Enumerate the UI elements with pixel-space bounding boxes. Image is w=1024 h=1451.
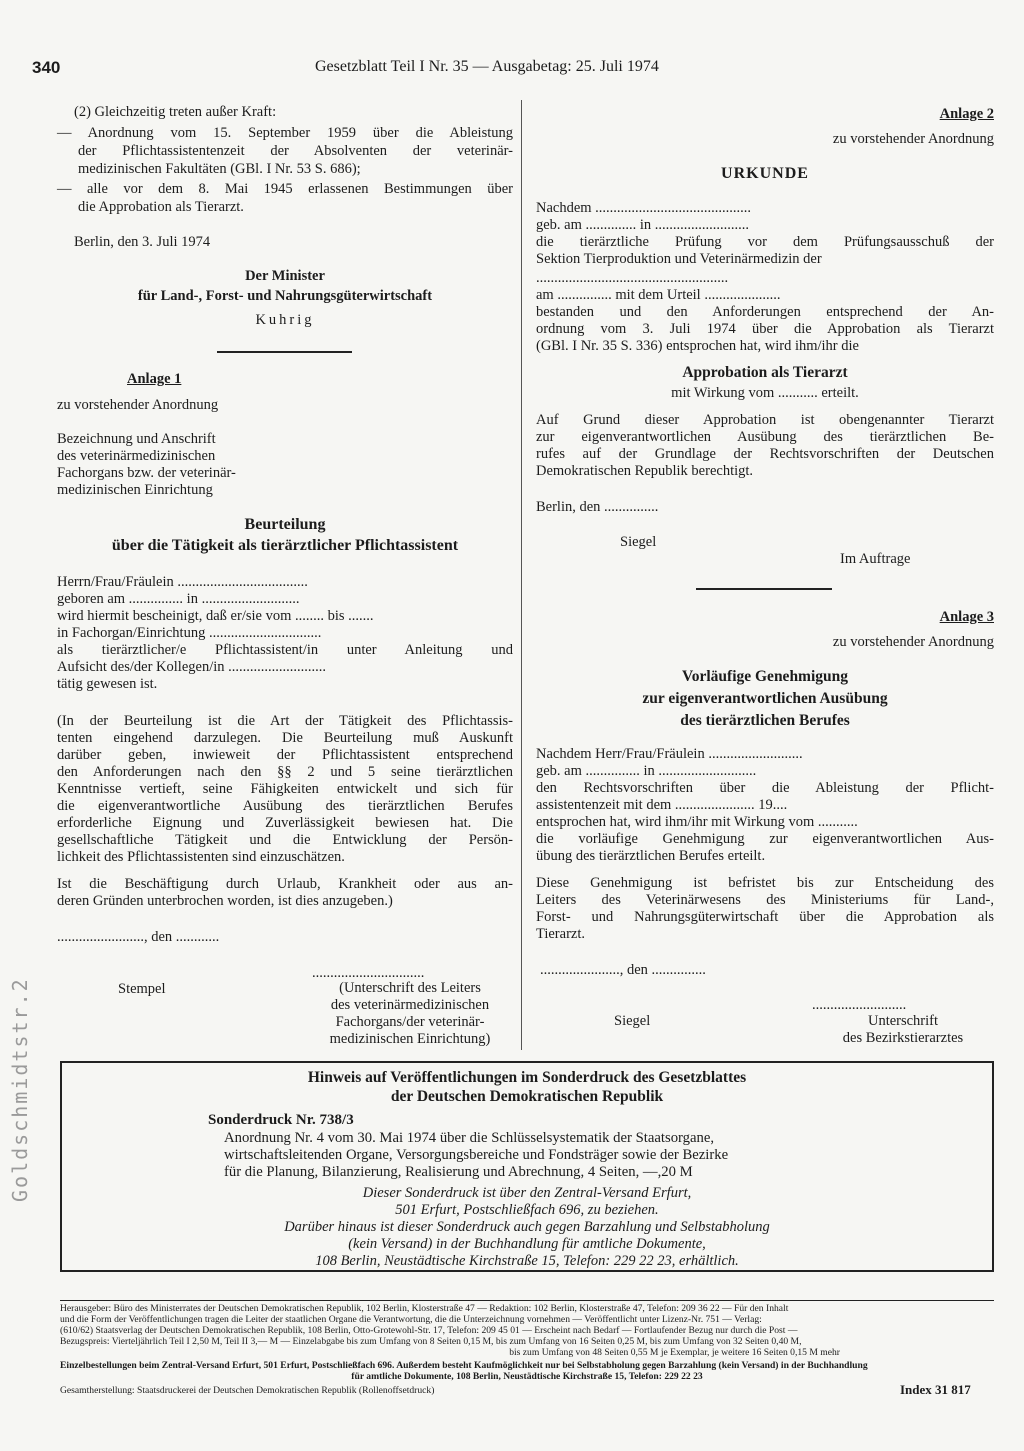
permit-seal-label: Siegel (614, 1013, 651, 1029)
permit-line: übung des tierärztlichen Berufes erteilt. (536, 848, 766, 864)
imprint-line: Herausgeber: Büro des Ministerrates der Deutschen Demokratischen Republik, 102 Berlin, Klosterstraße 47 — Redaktion: 102 Berlin, Klosterstraße 47, Telefon: 209 36 22 — Für den Inhalt (60, 1303, 789, 1314)
orders-line: für amtliche Dokumente, 108 Berlin, Neustädtische Kirchstraße 15, Telefon: 229 22 23 (351, 1371, 703, 1382)
assessment-subtitle: über die Tätigkeit als tierärztlicher Pflichtassistent (111, 537, 459, 554)
column-divider (521, 100, 522, 1050)
para2-line: — Anordnung vom 15. September 1959 über die Ableistung (57, 125, 513, 141)
anlage3-heading: Anlage 3 (939, 609, 994, 625)
by-order-label: Im Auftrage (840, 551, 911, 567)
running-title: Gesetzblatt Teil I Nr. 35 — Ausgabetag: 25. Juli 1974 (315, 58, 659, 75)
orders-line: Einzelbestellungen beim Zentral-Versand Erfurt, 501 Erfurt, Postschließfach 696. Außerdem besteht Kaufmöglichkeit nur bei Selbstabholung gegen Barzahlung (kein Versand) in der Buchhandlung (60, 1360, 868, 1371)
permit-place-date: ......................, den ............... (540, 962, 706, 978)
permit-line: entsprochen hat, wird ihm/ihr mit Wirkung vom ........... (536, 814, 858, 830)
para2-line: die Approbation als Tierarzt. (78, 199, 244, 215)
certificate-line: ..................................................... (536, 270, 729, 286)
permit-line: den Rechtsvorschriften über die Ableistung der Pflicht- (536, 780, 994, 796)
address-line: des veterinärmedizinischen (57, 448, 216, 464)
note-line: (In der Beurteilung ist die Art der Tätigkeit des Pflichtassis- (57, 713, 513, 729)
form-line: als tierärztlicher/e Pflichtassistent/in unter Anleitung und (57, 642, 513, 658)
validity-line: Forst- und Nahrungsgüterwirtschaft über die Approbation als (536, 909, 994, 925)
anlage2-subheading: zu vorstehender Anordnung (832, 131, 994, 147)
permit-signature-of: des Bezirkstierarztes (842, 1030, 964, 1046)
availability-line: (kein Versand) in der Buchhandlung für amtliche Dokumente, (348, 1236, 706, 1252)
note-line: lichkeit des Pflichtassistenten sind einzuschätzen. (57, 849, 345, 865)
availability-line: 501 Erfurt, Postschließfach 696, zu beziehen. (395, 1202, 659, 1218)
permit-line: Nachdem Herr/Frau/Fräulein .......................... (536, 746, 803, 762)
para2-line: — alle vor dem 8. Mai 1945 erlassenen Bestimmungen über (57, 181, 513, 197)
certificate-line: ordnung vom 3. Juli 1974 über die Approbation als Tierarzt (536, 321, 994, 337)
authorization-line: Auf Grund dieser Approbation ist obengenannter Tierarzt (536, 412, 994, 428)
permit-title: zur eigenverantwortlichen Ausübung (642, 690, 888, 707)
anlage1-subheading: zu vorstehender Anordnung (57, 397, 219, 413)
para2-line: medizinischen Fakultäten (GBl. I Nr. 53 S. 686); (78, 161, 361, 177)
margin-stamp: Goldschmidtstr.2 (8, 977, 32, 1202)
certificate-title: URKUNDE (721, 165, 809, 182)
seal-label: Siegel (620, 534, 657, 550)
availability-line: Darüber hinaus ist dieser Sonderdruck auch gegen Barzahlung und Selbstabholung (284, 1219, 770, 1235)
permit-title: Vorläufige Genehmigung (681, 668, 849, 685)
special-print-number: Sonderdruck Nr. 738/3 (208, 1112, 354, 1128)
stamp-label: Stempel (118, 981, 166, 997)
certificate-line: die tierärztliche Prüfung vor dem Prüfungsausschuß der (536, 234, 994, 250)
anlage1-heading: Anlage 1 (127, 371, 182, 387)
signature-caption: medizinischen Einrichtung) (329, 1031, 491, 1047)
note-line: gesellschaftliche Tätigkeit und die Entwicklung der Persön- (57, 832, 513, 848)
certificate-line: bestanden und den Anforderungen entsprechend der An- (536, 304, 994, 320)
note-line: tenten eingehend darzulegen. Die Beurteilung muß Auskunft (57, 730, 513, 746)
availability-line: Dieser Sonderdruck ist über den Zentral-Versand Erfurt, (362, 1185, 692, 1201)
certificate-line: Nachdem ........................................... (536, 200, 752, 216)
place-date-line: ........................, den ............ (57, 929, 220, 945)
notice-title: Hinweis auf Veröffentlichungen im Sonderdruck des Gesetzblattes (307, 1069, 747, 1086)
page-number: 340 (32, 58, 61, 77)
para2-line: der Pflichtassistentenzeit der Absolventen der veterinär- (78, 143, 513, 159)
special-print-description: wirtschaftsleitenden Organe, Versorgungsbereiche und Fondsträger sowie der Bezirke (224, 1147, 729, 1163)
para2-line: (2) Gleichzeitig treten außer Kraft: (74, 104, 277, 120)
footer-rule (60, 1300, 994, 1301)
effective-line: mit Wirkung vom ........... erteilt. (671, 385, 859, 401)
notice-box (60, 1061, 994, 1272)
note-line: Kenntnisse vertieft, seine Fähigkeiten entwickelt und sich für (57, 781, 513, 797)
signature-caption: Fachorgans/der veterinär- (335, 1014, 485, 1030)
signature-caption: (Unterschrift des Leiters (339, 980, 481, 996)
certificate-line: (GBl. I Nr. 35 S. 336) entsprochen hat, wird ihm/ihr die (536, 338, 859, 354)
permit-line: die vorläufige Genehmigung zur eigenverantwortlichen Aus- (536, 831, 994, 847)
assessment-title: Beurteilung (244, 516, 326, 533)
special-print-description: Anordnung Nr. 4 vom 30. Mai 1974 über die Schlüsselsystematik der Staatsorgane, (224, 1130, 715, 1146)
minister-title: Der Minister (245, 268, 325, 284)
minister-name: Kuhrig (255, 312, 315, 328)
index-number: Index 31 817 (900, 1382, 971, 1397)
permit-line: assistentenzeit mit dem ...................... 19.... (536, 797, 788, 813)
anlage-divider-rule (696, 588, 832, 590)
authorization-line: rufes auf der Grundlage der Rechtsvorschriften der Deutschen (536, 446, 994, 462)
note-line: den Anforderungen nach den §§ 2 und 5 seine tierärztlichen (57, 764, 513, 780)
special-print-description: für die Planung, Bilanzierung, Realisierung und Abrechnung, 4 Seiten, —,20 M (224, 1164, 693, 1180)
imprint-line: und die Form der Veröffentlichungen tragen die Leiter der staatlichen Organe die Verantwortung, die die Unterzeichnung vornehmen — Veröffentlicht unter Lizenz-Nr. 751 — Verlag: (60, 1314, 762, 1325)
validity-line: Tierarzt. (536, 926, 585, 942)
validity-line: Leiters des Veterinärwesens des Ministeriums für Land-, (536, 892, 994, 908)
permit-line: geb. am ............... in ........................... (536, 763, 757, 779)
authorization-line: zur eigenverantwortlichen Ausübung des tierärztlichen Be- (536, 429, 994, 445)
interruption-line: deren Gründen unterbrochen worden, ist dies anzugeben.) (57, 893, 393, 909)
address-line: Bezeichnung und Anschrift (57, 431, 216, 447)
authorization-line: Demokratischen Republik berechtigt. (536, 463, 754, 479)
certificate-line: am ............... mit dem Urteil ..................... (536, 287, 781, 303)
ministry-name: für Land-, Forst- und Nahrungsgüterwirtschaft (137, 288, 433, 304)
note-line: die eigenverantwortliche Ausübung des tierärztlichen Berufes (57, 798, 513, 814)
anlage2-heading: Anlage 2 (939, 106, 994, 122)
permit-signature-label: Unterschrift (867, 1013, 939, 1029)
certificate-line: Sektion Tierproduktion und Veterinärmedizin der (536, 251, 822, 267)
imprint-line: Bezugspreis: Vierteljährlich Teil I 2,50 M, Teil II 3,— M — Einzelabgabe bis zum Umfang von 8 Seiten 0,15 M, bis zum Umfang von 16 Seiten 0,25 M, bis zum Umfang von 32 Seiten 0,40 M, (60, 1336, 802, 1347)
form-line: tätig gewesen ist. (57, 676, 158, 692)
availability-line: 108 Berlin, Neustädtische Kirchstraße 15, Telefon: 229 22 23, erhältlich. (315, 1253, 739, 1269)
address-line: Fachorgans bzw. der veterinär- (57, 465, 236, 481)
form-line: wird hiermit bescheinigt, daß er/sie vom ........ bis ....... (57, 608, 374, 624)
certificate-place-date: Berlin, den ............... (536, 499, 659, 515)
signing-date: Berlin, den 3. Juli 1974 (74, 234, 211, 250)
signature-rule (217, 351, 352, 353)
approbation-title: Approbation als Tierarzt (682, 364, 848, 381)
permit-signature-dots: .......................... (812, 997, 907, 1013)
validity-line: Diese Genehmigung ist befristet bis zur Entscheidung des (536, 875, 994, 891)
permit-title: des tierärztlichen Berufes (680, 712, 850, 729)
signature-caption: des veterinärmedizinischen (330, 997, 490, 1013)
form-line: Herrn/Frau/Fräulein .................................... (57, 574, 308, 590)
note-line: darüber geben, inwieweit der Pflichtassistent entsprechend (57, 747, 513, 763)
form-line: geboren am ............... in ........................... (57, 591, 300, 607)
form-line: in Fachorgan/Einrichtung ............................... (57, 625, 322, 641)
production-line: Gesamtherstellung: Staatsdruckerei der Deutschen Demokratischen Republik (Rollenoffsetdruck) (60, 1385, 435, 1396)
imprint-line: bis zum Umfang von 48 Seiten 0,55 M je Exemplar, je weitere 16 Seiten 0,15 M mehr (509, 1347, 840, 1358)
signature-dots: ............................... (312, 965, 425, 981)
imprint-line: (610/62) Staatsverlag der Deutschen Demokratischen Republik, 108 Berlin, Otto-Grotewohl-Str. 17, Telefon: 209 45 01 — Erscheint nach Bedarf — Fortlaufender Bezug nur durch die Post — (60, 1325, 798, 1336)
address-line: medizinischen Einrichtung (57, 482, 213, 498)
form-line: Aufsicht des/der Kollegen/in ........................... (57, 659, 327, 675)
interruption-line: Ist die Beschäftigung durch Urlaub, Krankheit oder aus an- (57, 876, 513, 892)
certificate-line: geb. am .............. in .......................... (536, 217, 750, 233)
notice-title: der Deutschen Demokratischen Republik (390, 1088, 664, 1105)
note-line: erforderliche Eignung und Zuverlässigkeit bewiesen hat. Die (57, 815, 513, 831)
anlage3-subheading: zu vorstehender Anordnung (832, 634, 994, 650)
